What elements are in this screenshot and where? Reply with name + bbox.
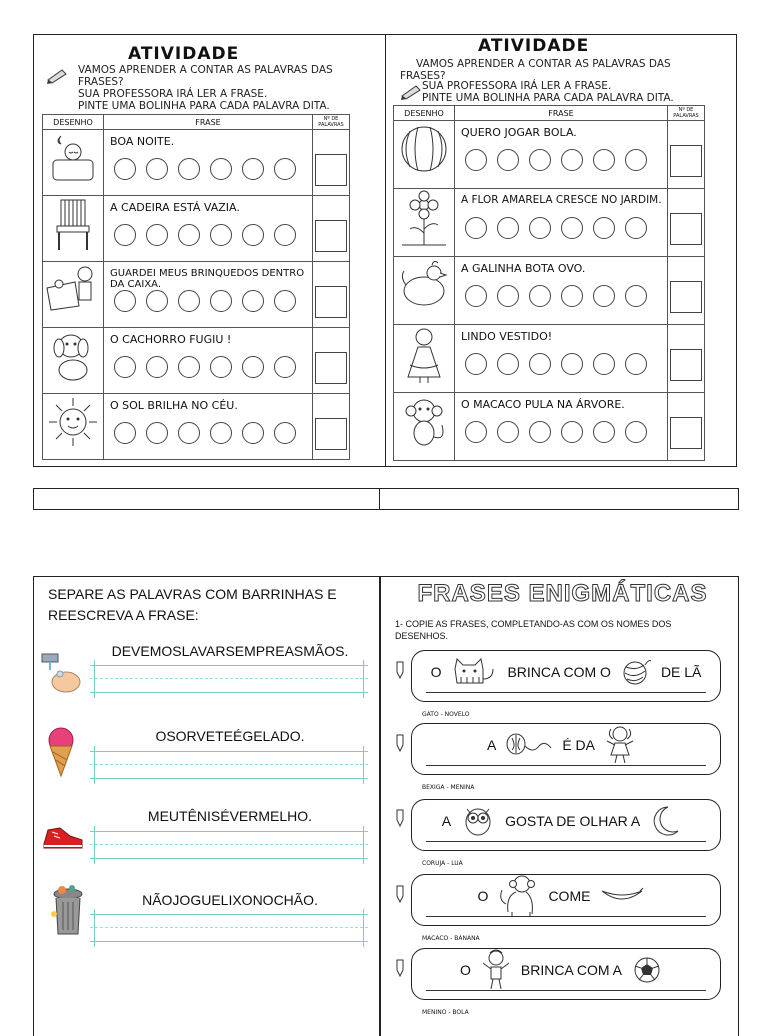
enigma-caption: BEXIGA - MENINA (422, 784, 475, 791)
header-phrase: FRASE (455, 106, 668, 121)
enigma-word: BRINCA COM O (507, 664, 611, 680)
toybox-icon (43, 262, 103, 312)
pencil-icon (46, 68, 68, 84)
word-circle[interactable] (561, 353, 583, 375)
word-circle[interactable] (497, 217, 519, 239)
enigma-frame-1 (411, 650, 721, 702)
worksheet-left-table (42, 114, 350, 460)
header-phrase: FRASE (104, 115, 313, 130)
owl-icon (461, 805, 495, 837)
cat-icon (451, 657, 497, 687)
word-circle[interactable] (561, 421, 583, 443)
enigma-title: FRASES ENIGMÁTICAS (417, 580, 708, 607)
trash-can-icon (48, 884, 88, 943)
enigma-caption: MENINO - BOLA (422, 1009, 469, 1016)
pencil-icon (400, 84, 422, 100)
word-circle[interactable] (593, 353, 615, 375)
flower-icon (394, 189, 454, 249)
word-circle[interactable] (593, 285, 615, 307)
sun-icon (43, 394, 103, 450)
word-circle[interactable] (178, 422, 200, 444)
word-circle[interactable] (210, 224, 232, 246)
separate-words-title: SEPARE AS PALAVRAS COM BARRINHAS E REESCREVA A FRASE: (48, 586, 337, 623)
word-circle[interactable] (242, 158, 264, 180)
word-count-box[interactable] (670, 349, 702, 381)
worksheet-right-instruction-2: SUA PROFESSORA IRÁ LER A FRASE. (422, 80, 612, 92)
yarn-ball-icon (621, 657, 651, 687)
header-drawing: DESENHO (43, 115, 104, 130)
phrase-text: QUERO JOGAR BOLA. (461, 126, 577, 139)
pencil-icon (393, 884, 409, 904)
ice-cream-icon (44, 726, 78, 783)
word-circle[interactable] (561, 285, 583, 307)
word-circle[interactable] (625, 149, 647, 171)
enigma-frame-5 (411, 948, 721, 1000)
word-circle[interactable] (274, 158, 296, 180)
boy-icon (481, 949, 511, 991)
word-count-box[interactable] (315, 352, 347, 384)
word-circle[interactable] (625, 421, 647, 443)
phrase-text: A CADEIRA ESTÁ VAZIA. (110, 201, 240, 214)
word-circle[interactable] (210, 422, 232, 444)
enigma-word: O (430, 664, 442, 680)
worksheet-left-instruction-1: VAMOS APRENDER A CONTAR AS PALAVRAS DAS FRASES? (78, 64, 333, 88)
girl-icon (605, 725, 635, 765)
enigma-frame-2 (411, 723, 721, 775)
word-circle[interactable] (593, 149, 615, 171)
word-circle[interactable] (210, 290, 232, 312)
enigma-caption: GATO - NOVELO (422, 711, 470, 718)
sleeping-child-icon (43, 130, 103, 186)
word-circle[interactable] (529, 353, 551, 375)
word-count-box[interactable] (315, 220, 347, 252)
word-circle[interactable] (274, 290, 296, 312)
phrase-text: GUARDEI MEUS BRINQUEDOS DENTRO DA CAIXA. (110, 268, 305, 290)
word-circle[interactable] (114, 356, 136, 378)
pencil-icon (393, 733, 409, 753)
word-circle[interactable] (497, 353, 519, 375)
word-circle[interactable] (274, 356, 296, 378)
word-circle[interactable] (593, 421, 615, 443)
word-circle[interactable] (210, 158, 232, 180)
word-circle[interactable] (178, 158, 200, 180)
word-circle[interactable] (146, 224, 168, 246)
banana-icon (600, 885, 644, 907)
word-circle[interactable] (178, 224, 200, 246)
hen-icon (394, 257, 454, 313)
header-count: Nº DE PALAVRAS (313, 115, 350, 130)
moon-icon (650, 805, 680, 837)
word-circle[interactable] (210, 356, 232, 378)
enigma-word: O (477, 888, 489, 904)
word-circle[interactable] (497, 285, 519, 307)
word-circle[interactable] (497, 149, 519, 171)
monkey-icon (498, 874, 538, 918)
word-circle[interactable] (146, 356, 168, 378)
writing-lines[interactable] (90, 831, 368, 859)
monkey-icon (394, 393, 454, 449)
enigma-word: O (459, 962, 471, 978)
word-circle[interactable] (529, 421, 551, 443)
ball-icon (632, 955, 662, 985)
word-circle[interactable] (114, 158, 136, 180)
worksheet-right-title: ATIVIDADE (478, 36, 590, 56)
phrase-text: BOA NOITE. (110, 135, 175, 148)
word-circle[interactable] (242, 356, 264, 378)
word-circle[interactable] (465, 353, 487, 375)
enigma-caption: MACACO - BANANA (422, 935, 480, 942)
worksheet-right-table (393, 105, 705, 461)
word-count-box[interactable] (670, 145, 702, 177)
ball-icon (394, 121, 454, 177)
word-circle[interactable] (242, 290, 264, 312)
worksheet-left-instruction-3: PINTE UMA BOLINHA PARA CADA PALAVRA DITA. (78, 100, 330, 112)
word-circle[interactable] (146, 290, 168, 312)
enigma-word: A (486, 737, 497, 753)
word-circle[interactable] (529, 149, 551, 171)
word-circle[interactable] (497, 421, 519, 443)
word-circle[interactable] (529, 217, 551, 239)
phrase-text: A GALINHA BOTA OVO. (461, 262, 586, 275)
scrambled-sentence-2: OSORVETEÉGELADO. (155, 728, 305, 744)
worksheet-left-title: ATIVIDADE (128, 44, 240, 64)
phrase-text: O CACHORRO FUGIU ! (110, 333, 232, 346)
writing-lines[interactable] (90, 914, 368, 942)
dog-icon (43, 328, 103, 384)
word-count-box[interactable] (670, 281, 702, 313)
pencil-icon (393, 660, 409, 680)
word-circle[interactable] (625, 353, 647, 375)
word-circle[interactable] (625, 217, 647, 239)
word-circle[interactable] (114, 224, 136, 246)
pencil-icon (393, 958, 409, 978)
word-circle[interactable] (274, 224, 296, 246)
word-circle[interactable] (178, 356, 200, 378)
enigma-caption: CORUJA - LUA (422, 860, 463, 867)
enigma-word: É DA (562, 737, 596, 753)
phrase-text: O MACACO PULA NA ÁRVORE. (461, 398, 625, 411)
word-count-box[interactable] (315, 154, 347, 186)
worksheet-right-instruction-3: PINTE UMA BOLINHA PARA CADA PALAVRA DITA. (422, 92, 674, 104)
enigma-word: BRINCA COM A (520, 962, 623, 978)
enigma-frame-4 (411, 874, 721, 926)
enigma-word: GOSTA DE OLHAR A (505, 813, 641, 829)
word-circle[interactable] (242, 224, 264, 246)
balloon-icon (506, 732, 552, 758)
enigma-instruction: 1- COPIE AS FRASES, COMPLETANDO-AS COM OS NOMES DOS DESENHOS. (395, 619, 672, 641)
scrambled-sentence-4: NÃOJOGUELIXONOCHÃO. (142, 892, 318, 908)
word-circle[interactable] (465, 149, 487, 171)
header-drawing: DESENHO (394, 106, 455, 121)
enigma-word: COME (548, 888, 591, 904)
word-circle[interactable] (146, 158, 168, 180)
word-circle[interactable] (274, 422, 296, 444)
scrambled-sentence-3: MEUTÊNISÉVERMELHO. (147, 808, 313, 824)
word-circle[interactable] (593, 217, 615, 239)
worksheet-left-instruction-2: SUA PROFESSORA IRÁ LER A FRASE. (78, 88, 268, 100)
word-count-box[interactable] (315, 418, 347, 450)
word-circle[interactable] (465, 285, 487, 307)
word-circle[interactable] (114, 290, 136, 312)
word-count-box[interactable] (315, 286, 347, 318)
word-circle[interactable] (625, 285, 647, 307)
word-circle[interactable] (529, 285, 551, 307)
chair-icon (43, 196, 103, 252)
writing-lines[interactable] (90, 751, 368, 779)
phrase-text: LINDO VESTIDO! (461, 330, 553, 343)
enigma-word: A (441, 813, 452, 829)
word-circle[interactable] (465, 421, 487, 443)
scrambled-sentence-1: DEVEMOSLAVARSEMPREASMÃOS. (111, 643, 349, 659)
word-count-box[interactable] (670, 213, 702, 245)
word-circle[interactable] (178, 290, 200, 312)
word-count-box[interactable] (670, 417, 702, 449)
phrase-text: O SOL BRILHA NO CÉU. (110, 399, 238, 412)
enigma-frame-3 (411, 799, 721, 851)
empty-row-strip (33, 488, 739, 510)
worksheet-right-instruction-1: VAMOS APRENDER A CONTAR AS PALAVRAS DAS FRASES? (400, 58, 671, 82)
sneaker-icon (40, 822, 86, 857)
word-circle[interactable] (561, 149, 583, 171)
phrase-text: A FLOR AMARELA CRESCE NO JARDIM. (461, 194, 662, 206)
girl-dress-icon (394, 325, 454, 385)
enigma-word: DE LÃ (660, 664, 702, 680)
hand-washing-icon (40, 650, 84, 701)
pencil-icon (393, 808, 409, 828)
word-circle[interactable] (114, 422, 136, 444)
word-circle[interactable] (561, 217, 583, 239)
word-circle[interactable] (465, 217, 487, 239)
word-circle[interactable] (242, 422, 264, 444)
writing-lines[interactable] (90, 665, 368, 693)
header-count: Nº DE PALAVRAS (668, 106, 705, 121)
word-circle[interactable] (146, 422, 168, 444)
